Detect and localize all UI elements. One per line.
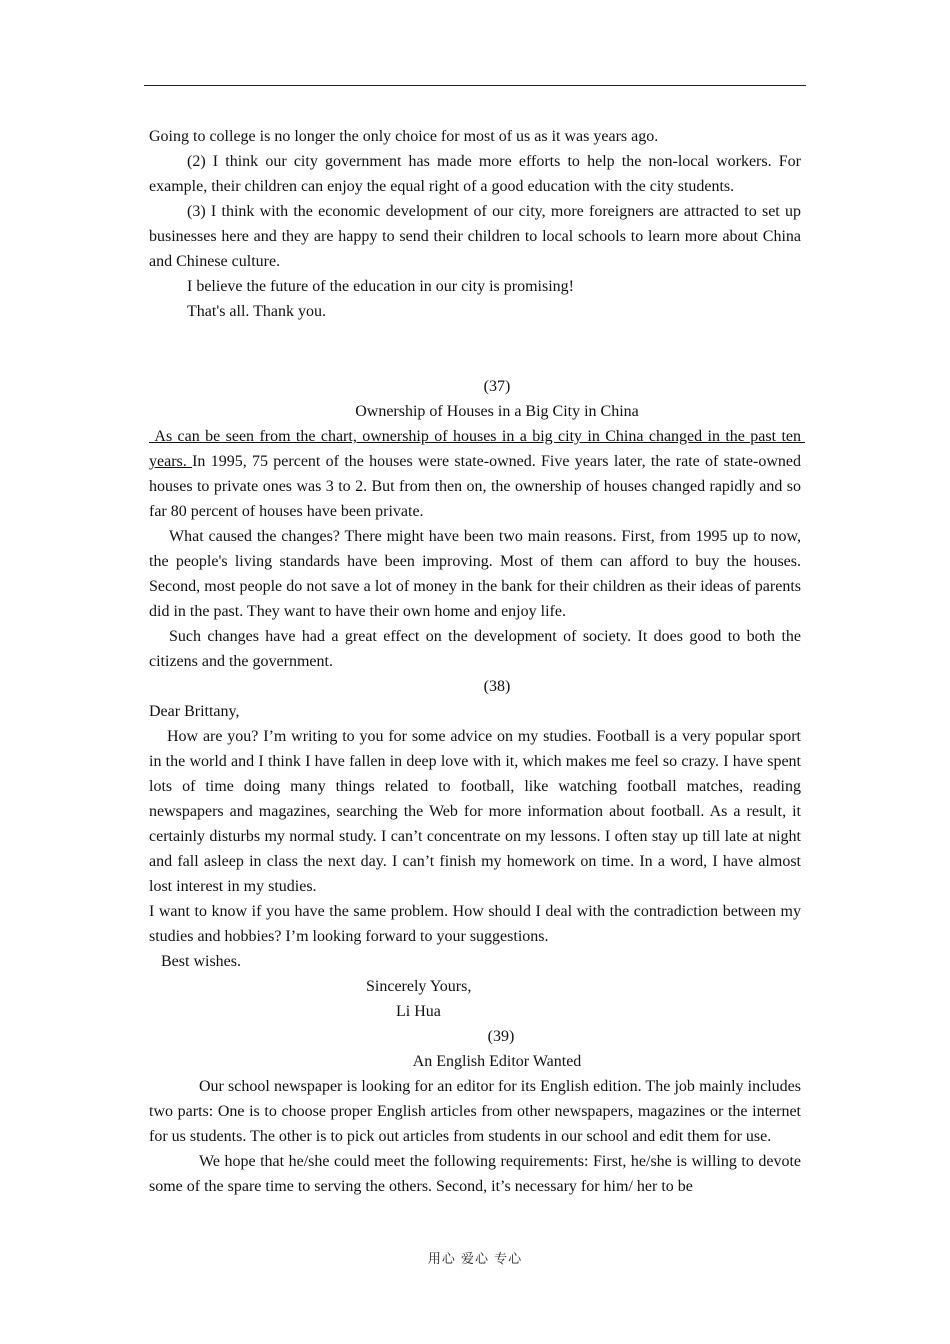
s37-underlined-sentence: As can be seen from the chart, ownership of houses in a big city in China changed in the past ten years. <box>149 428 805 470</box>
s39-paragraph-1: Our school newspaper is looking for an editor for its English edition. The job mainly includes two parts: One is to choose proper English articles from other newspapers, magazines or the internet for us students. The other is to pick out articles from students in our school and edit them for use. <box>149 1078 801 1145</box>
header-rule <box>144 85 806 86</box>
page-footer: 用心 爱心 专心 <box>427 1252 523 1267</box>
s39-number: (39) <box>487 1028 515 1045</box>
s39-paragraph-2: We hope that he/she could meet the following requirements: First, he/she is willing to devote some of the spare time to serving the others. Second, it’s necessary for him/ her to be <box>149 1153 801 1195</box>
s38-number: (38) <box>483 678 511 695</box>
s39-title: An English Editor Wanted <box>412 1053 582 1070</box>
s36-paragraph-4: I believe the future of the education in our city is promising! <box>187 278 574 295</box>
s36-paragraph-3: (3) I think with the economic development of our city, more foreigners are attracted to set up businesses here and they are happy to send their children to local schools to learn more about China and Chinese culture. <box>149 203 801 270</box>
s37-title: Ownership of Houses in a Big City in China <box>355 403 639 420</box>
document-body <box>149 124 805 1199</box>
s38-paragraph-1: How are you? I’m writing to you for some advice on my studies. Football is a very popular sport in the world and I think I have fallen in deep love with it, which makes me feel so crazy. I have spent lots of time doing many things related to football, like watching football matches, reading newspapers and magazines, searching the Web for more information about football. As a result, it certainly disturbs my normal study. I can’t concentrate on my lessons. I often stay up till late at night and fall asleep in class the next day. I can’t finish my homework on time. In a word, I have almost lost interest in my studies. <box>149 728 801 895</box>
s37-paragraph-1 <box>149 424 805 524</box>
s38-paragraph-2: I want to know if you have the same problem. How should I deal with the contradiction between my studies and hobbies? I’m looking forward to your suggestions. <box>149 903 801 945</box>
spacer <box>149 324 801 374</box>
s37-paragraph-2: What caused the changes? There might have been two main reasons. First, from 1995 up to now, the people's living standards have been improving. Most of them can afford to buy the houses. Second, most people do not save a lot of money in the bank for their children as their ideas of parents did in the past. They want to have their own home and enjoy life. <box>149 528 801 620</box>
s38-signoff: Sincerely Yours, <box>366 978 472 995</box>
s38-greeting: Dear Brittany, <box>149 703 240 720</box>
s38-closing: Best wishes. <box>161 953 241 970</box>
s37-paragraph-3: Such changes have had a great effect on the development of society. It does good to both the citizens and the government. <box>149 628 801 670</box>
s36-line1: Going to college is no longer the only choice for most of us as it was years ago. <box>149 128 659 145</box>
s38-signature: Li Hua <box>396 1003 441 1020</box>
s36-paragraph-2: (2) I think our city government has made more efforts to help the non-local workers. For example, their children can enjoy the equal right of a good education with the city students. <box>149 153 801 195</box>
s37-number: (37) <box>483 378 511 395</box>
s36-paragraph-5: That's all. Thank you. <box>187 303 327 320</box>
s37-paragraph-1-rest: In 1995, 75 percent of the houses were state-owned. Five years later, the rate of state-owned houses to private ones was 3 to 2. But from then on, the ownership of houses changed rapidly and so far 80 percent of houses have been private. <box>149 453 801 520</box>
